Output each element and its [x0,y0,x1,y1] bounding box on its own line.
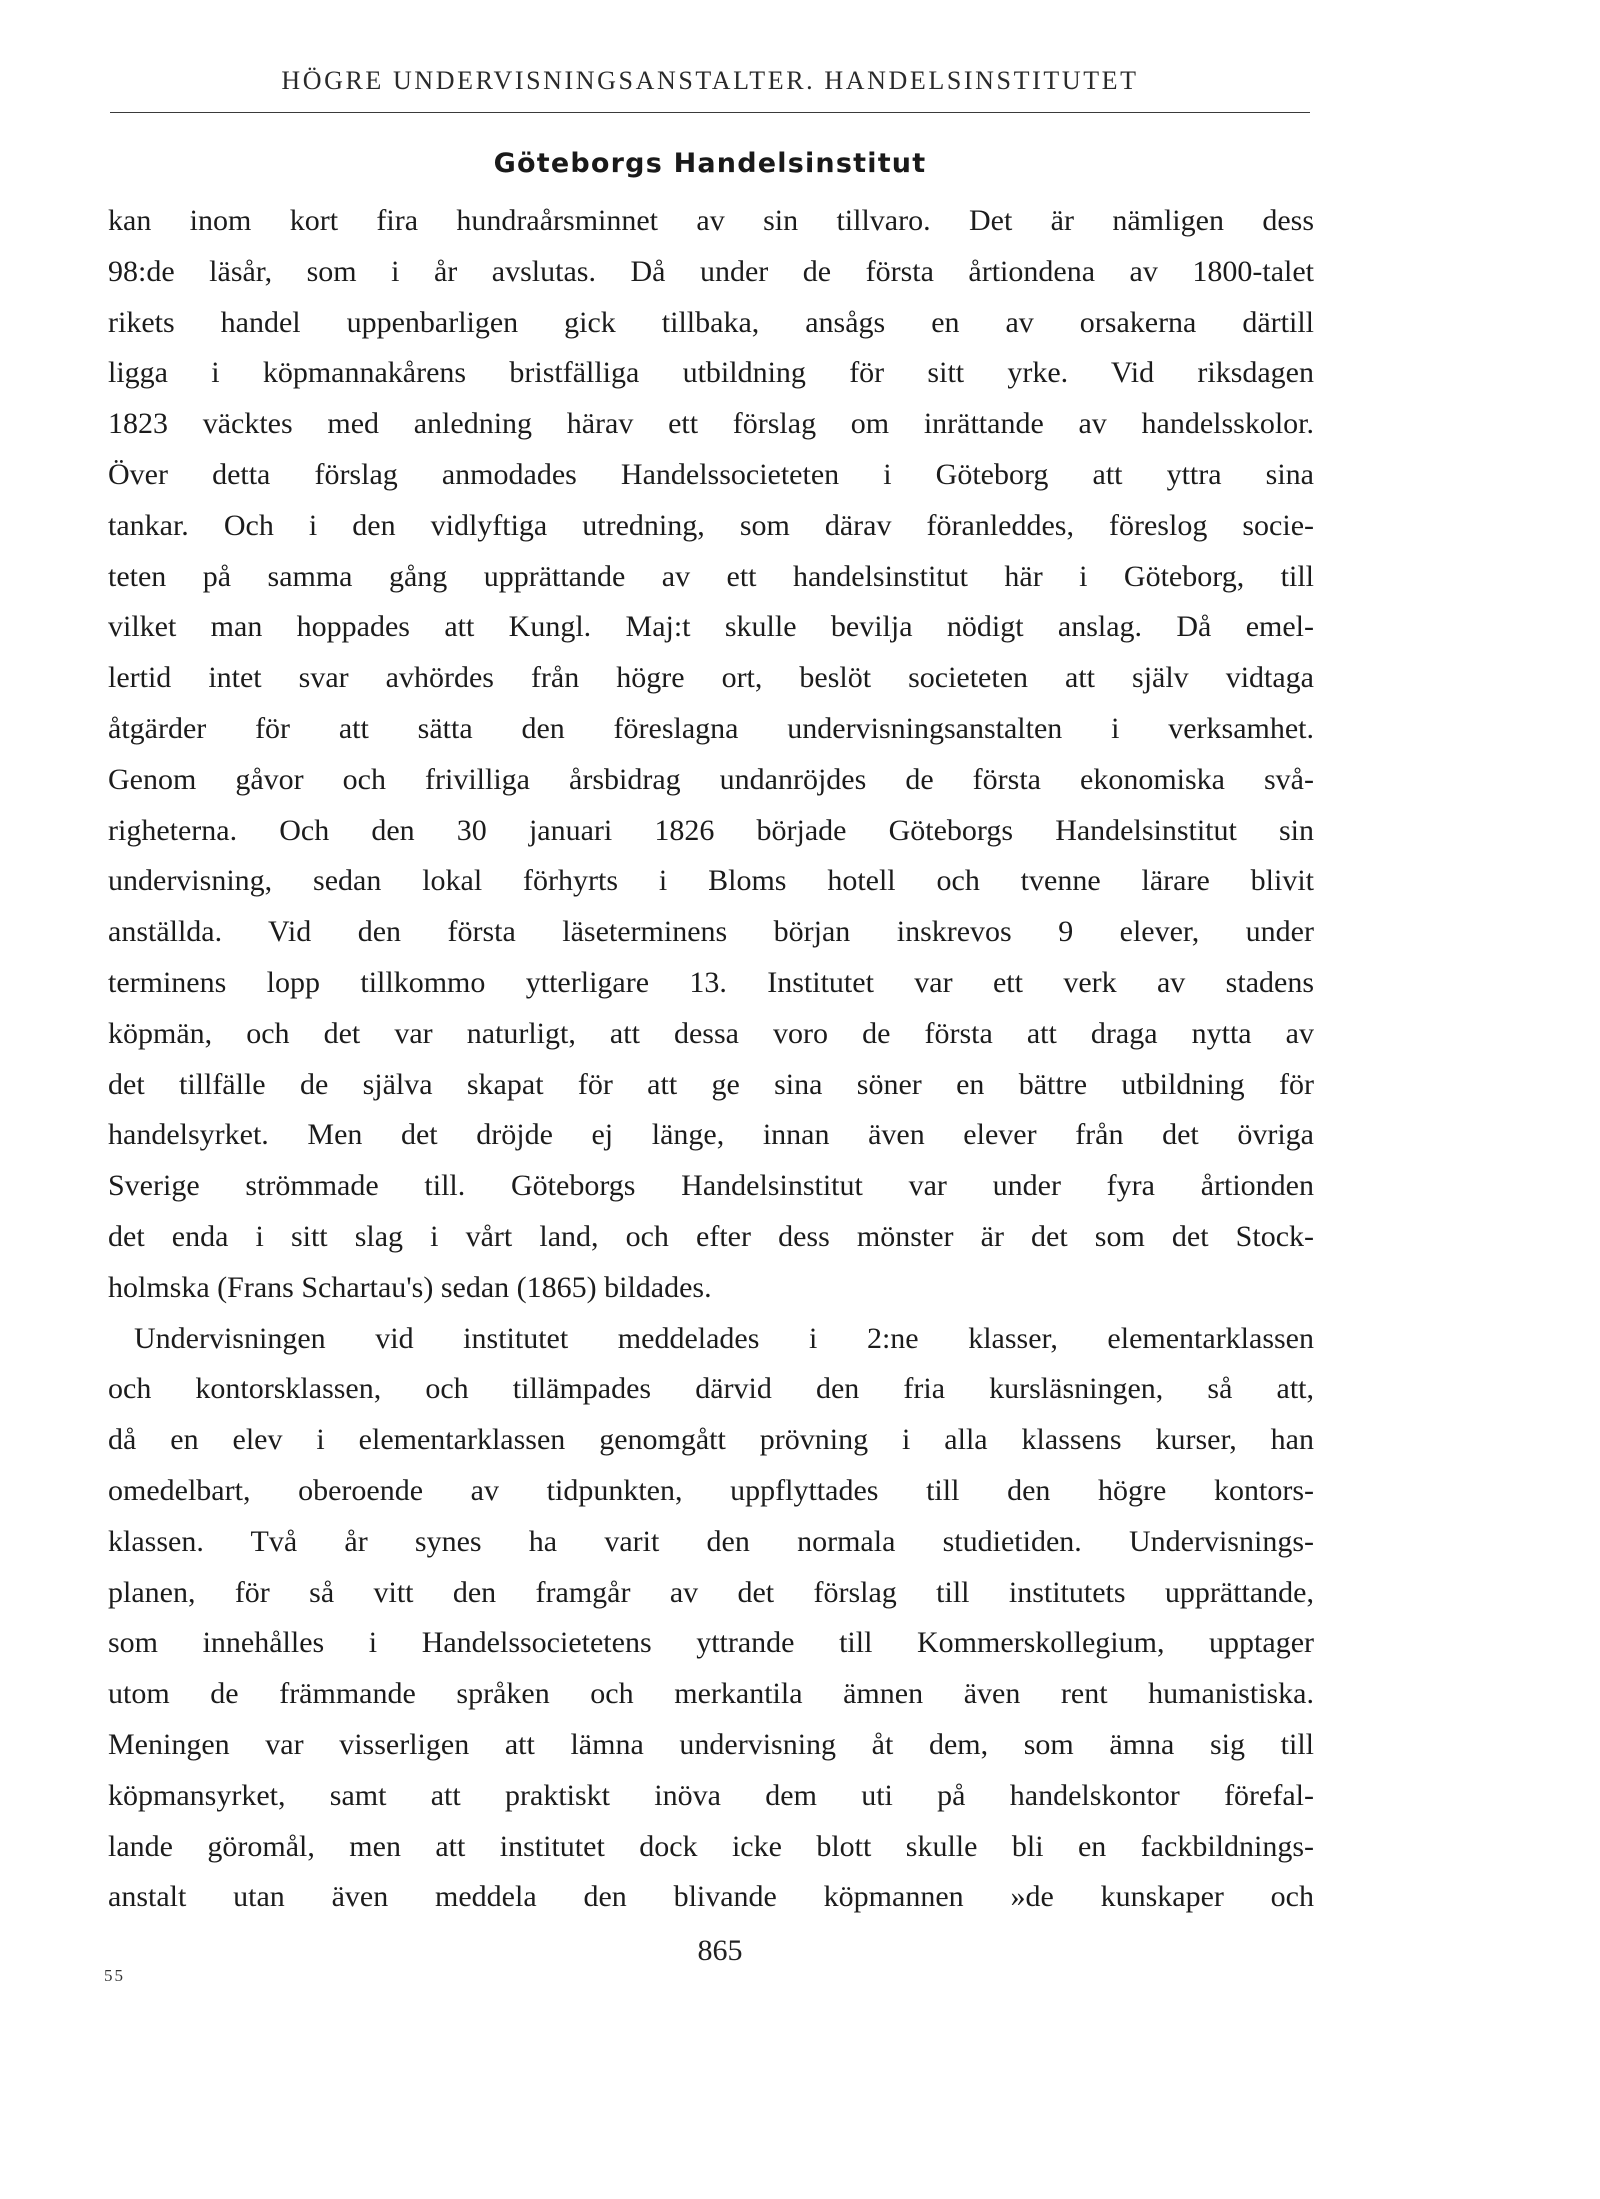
signature-mark: 55 [104,1966,125,1985]
text-line: Sverige strömmade till. Göteborgs Handelsinstitut var under fyra årtionden [108,1169,1314,1203]
text-line: då en elev i elementarklassen genomgått prövning i alla klassens kurser, han [108,1423,1314,1457]
page-number: 865 [697,1934,743,1967]
text-line: undervisning, sedan lokal förhyrts i Bloms hotell och tvenne lärare blivit [108,864,1314,898]
text-line: åtgärder för att sätta den föreslagna undervisningsanstalten i verksamhet. [108,711,1314,745]
body-text [108,196,1314,1923]
text-line: terminens lopp tillkommo ytterligare 13. Institutet var ett verk av stadens [108,965,1314,999]
text-line: handelsyrket. Men det dröjde ej länge, innan även elever från det övriga [108,1118,1314,1152]
paragraph-1 [108,196,1314,1314]
text-line: kan inom kort fira hundraårsminnet av sin tillvaro. Det är nämligen dess [108,204,1314,237]
text-line: holmska (Frans Schartau's) sedan (1865) bildades. [108,1270,712,1304]
text-line: ligga i köpmannakårens bristfälliga utbildning för sitt yrke. Vid riksdagen [108,356,1314,390]
text-line: tankar. Och i den vidlyftiga utredning, som därav föranleddes, föreslog socie- [108,508,1314,542]
text-line: teten på samma gång upprättande av ett handelsinstitut här i Göteborg, till [108,559,1314,593]
paragraph-2 [108,1314,1314,1924]
text-line: det enda i sitt slag i vårt land, och efter dess mönster är det som det Stock- [108,1219,1314,1253]
text-line: det tillfälle de själva skapat för att ge sina söner en bättre utbildning för [108,1067,1314,1101]
text-line: Meningen var visserligen att lämna undervisning åt dem, som ämna sig till [108,1727,1314,1761]
text-line: köpmansyrket, samt att praktiskt inöva dem uti på handelskontor förefal- [108,1778,1314,1812]
header-rule [110,112,1310,113]
text-line: righeterna. Och den 30 januari 1826 började Göteborgs Handelsinstitut sin [108,813,1314,847]
text-line: 1823 väcktes med anledning härav ett förslag om inrättande av handelsskolor. [108,407,1314,441]
text-line: som innehålles i Handelssocietetens yttrande till Kommerskollegium, upptager [108,1626,1314,1660]
text-line: rikets handel uppenbarligen gick tillbaka, ansågs en av orsakerna därtill [108,305,1314,339]
text-line: Över detta förslag anmodades Handelssocieteten i Göteborg att yttra sina [108,457,1314,491]
text-line: Undervisningen vid institutet meddelades i 2:ne klasser, elementarklassen [134,1321,1314,1355]
text-line: köpmän, och det var naturligt, att dessa voro de första att draga nytta av [108,1016,1314,1050]
text-line: klassen. Två år synes ha varit den normala studietiden. Undervisnings- [108,1524,1314,1558]
text-line: anställda. Vid den första läseterminens början inskrevos 9 elever, under [108,915,1314,949]
text-line: Genom gåvor och frivilliga årsbidrag undanröjdes de första ekonomiska svå- [108,762,1314,796]
text-line: lande göromål, men att institutet dock icke blott skulle bli en fackbildnings- [108,1829,1314,1863]
text-line: utom de främmande språken och merkantila ämnen även rent humanistiska. [108,1677,1314,1711]
text-line: omedelbart, oberoende av tidpunkten, uppflyttades till den högre kontors- [108,1473,1314,1507]
text-line: och kontorsklassen, och tillämpades därvid den fria kursläsningen, så att, [108,1372,1314,1406]
text-line: 98:de läsår, som i år avslutas. Då under de första årtiondena av 1800-talet [108,254,1314,288]
text-line: planen, för så vitt den framgår av det förslag till institutets upprättande, [108,1575,1314,1609]
text-line: lertid intet svar avhördes från högre ort, beslöt societeten att själv vidtaga [108,661,1314,695]
section-title: Göteborgs Handelsinstitut [493,148,927,179]
text-line: vilket man hoppades att Kungl. Maj:t skulle bevilja nödigt anslag. Då emel- [108,610,1314,644]
text-line: anstalt utan även meddela den blivande köpmannen »de kunskaper och [108,1880,1314,1914]
running-head: HÖGRE UNDERVISNINGSANSTALTER. HANDELSINSTITUTET [281,66,1139,95]
